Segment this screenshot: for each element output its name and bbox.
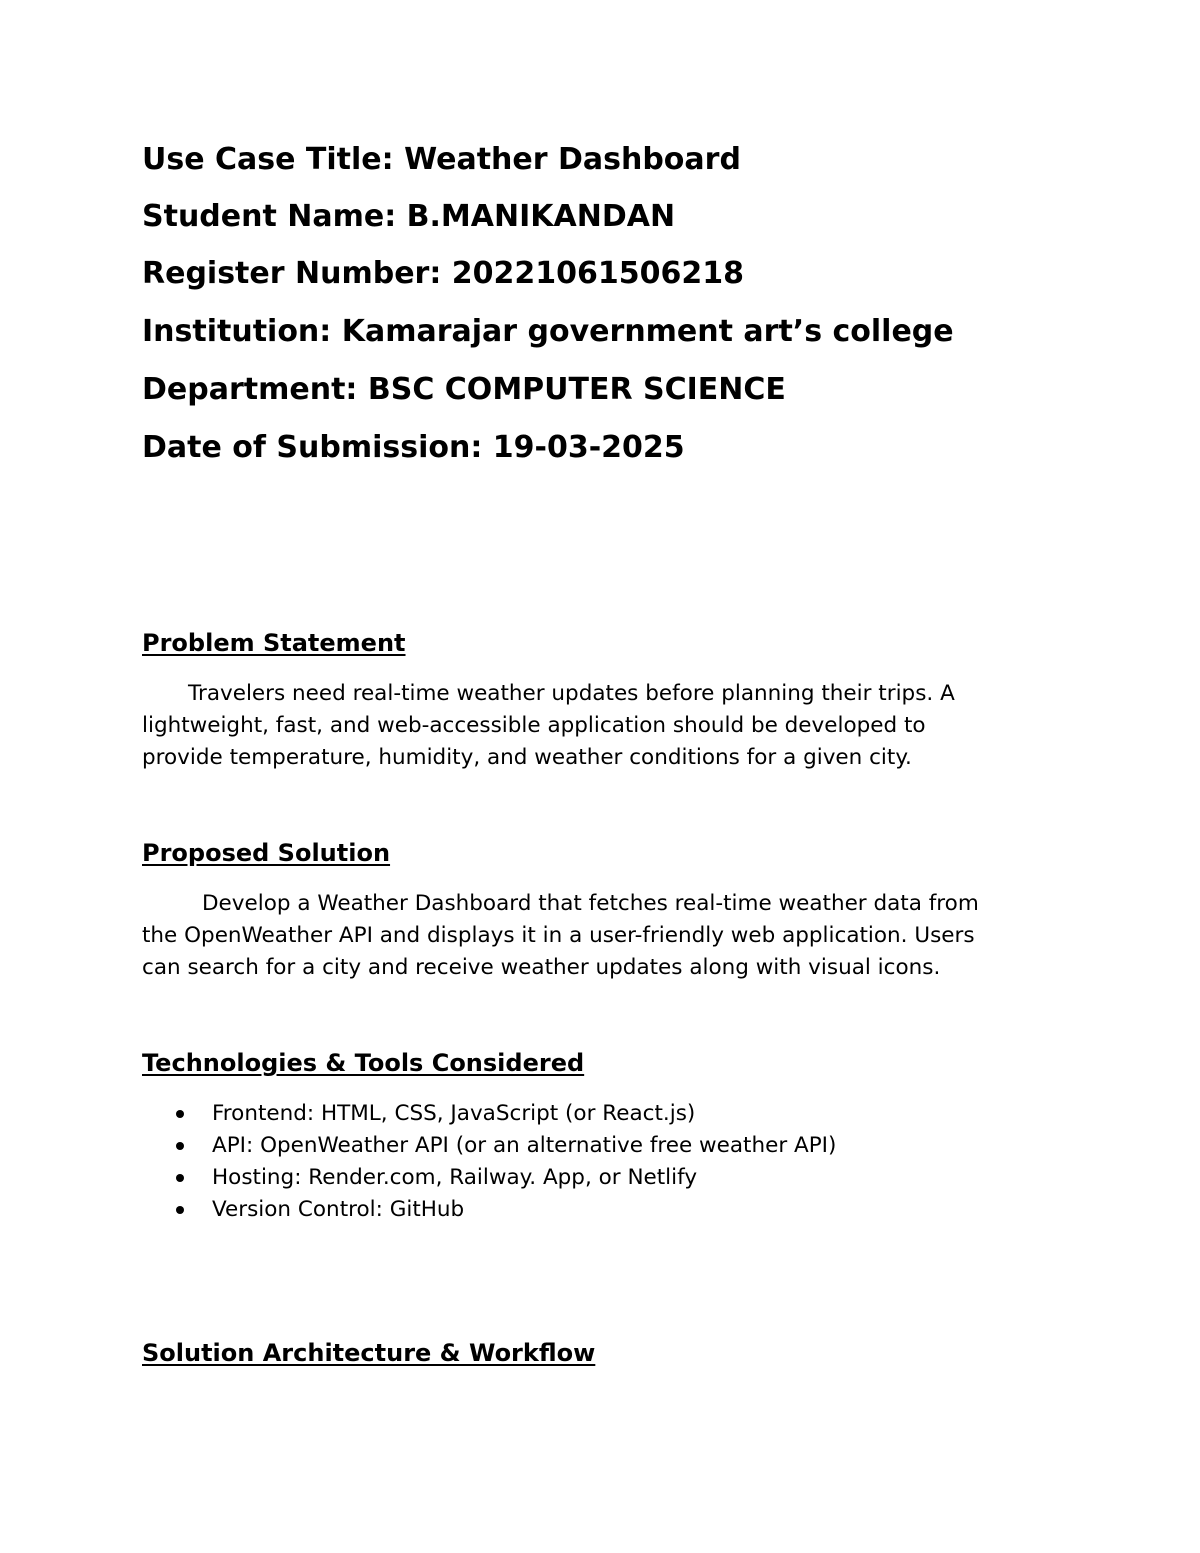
list-item-text: Hosting: Render.com, Railway. App, or Netlify — [212, 1165, 698, 1190]
use-case-title — [142, 142, 741, 178]
student-name — [142, 199, 675, 235]
proposed-solution-heading: Proposed Solution — [142, 839, 391, 867]
problem-statement-heading: Problem Statement — [142, 629, 406, 657]
register-number-value: 20221061506218 — [451, 256, 745, 291]
register-number — [142, 256, 744, 292]
use-case-value: Weather Dashboard — [404, 142, 741, 177]
register-number-label: Register Number: — [142, 256, 452, 291]
technologies-heading: Technologies & Tools Considered — [142, 1049, 585, 1077]
list-item — [142, 1194, 836, 1226]
paragraph-line: can search for a city and receive weather updates along with visual icons. — [142, 955, 941, 980]
paragraph-line: Travelers need real-time weather updates before planning their trips. A — [188, 681, 955, 706]
problem-statement-paragraph — [142, 678, 1072, 774]
paragraph-line: provide temperature, humidity, and weather conditions for a given city. — [142, 745, 912, 770]
department-value: BSC COMPUTER SCIENCE — [367, 372, 786, 407]
paragraph-line: lightweight, fast, and web-accessible application should be developed to — [142, 713, 926, 738]
student-name-value: B.MANIKANDAN — [406, 199, 676, 234]
use-case-label: Use Case Title: — [142, 142, 405, 177]
institution — [142, 314, 954, 350]
bullet-icon — [176, 1110, 184, 1118]
bullet-icon — [176, 1206, 184, 1214]
department-label: Department: — [142, 372, 368, 407]
list-item — [142, 1098, 836, 1130]
paragraph-line: Develop a Weather Dashboard that fetches real-time weather data from — [202, 891, 979, 916]
architecture-heading: Solution Architecture & Workflow — [142, 1339, 596, 1367]
list-item-text: API: OpenWeather API (or an alternative free weather API) — [212, 1133, 837, 1158]
submission-date-value: 19-03-2025 — [492, 430, 685, 465]
paragraph-line: the OpenWeather API and displays it in a user-friendly web application. Users — [142, 923, 975, 948]
department — [142, 372, 786, 408]
institution-value: Kamarajar government art’s college — [341, 314, 954, 349]
bullet-icon — [176, 1142, 184, 1150]
list-item — [142, 1162, 836, 1194]
submission-date — [142, 430, 685, 466]
proposed-solution-paragraph — [142, 888, 1072, 984]
student-name-label: Student Name: — [142, 199, 407, 234]
list-item-text: Frontend: HTML, CSS, JavaScript (or React.js) — [212, 1101, 696, 1126]
list-item-text: Version Control: GitHub — [212, 1197, 465, 1222]
list-item — [142, 1130, 836, 1162]
bullet-icon — [176, 1174, 184, 1182]
submission-date-label: Date of Submission: — [142, 430, 493, 465]
technologies-list — [142, 1098, 836, 1226]
institution-label: Institution: — [142, 314, 342, 349]
